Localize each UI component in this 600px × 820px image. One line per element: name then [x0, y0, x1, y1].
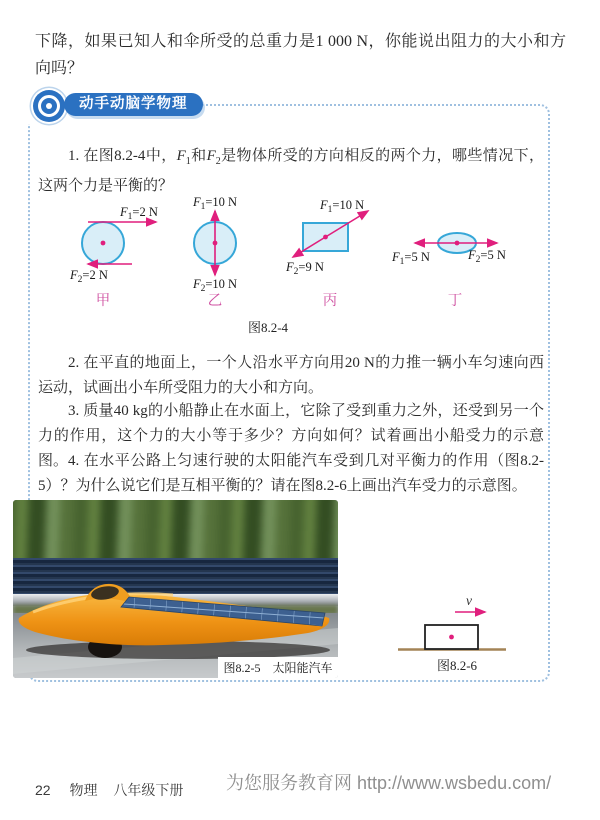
diagram-label-yi: 乙: [207, 293, 223, 309]
force-label-f1: $F_1=2$ N: [120, 205, 158, 222]
solar-car-illustration: [13, 500, 338, 678]
exercise-1-text: 是物体所受的方向相反的两个力，哪些情况下，这两个力是平衡的？: [38, 148, 544, 194]
force-label-f2: $F_2=9$ N: [286, 260, 324, 277]
center-dot: [455, 241, 460, 246]
exercise-2: 2. 在平直的地面上，一个人沿水平方向用20 N的力推一辆小车匀速向西运动，试画出小车所受阻力的大小和方向。: [38, 355, 544, 396]
force-subscript: 2: [215, 156, 221, 167]
watermark-text: 为您服务教育网 http://www.wsbedu.com/: [226, 773, 552, 793]
brain-hands-icon: [33, 90, 65, 122]
exercise-4: 4. 在水平公路上匀速行驶的太阳能汽车受到几对平衡力的作用（图8.2-5）？为什么说它们是互相平衡的？请在图8.2-6上画出汽车受力的示意图。: [38, 453, 544, 494]
solar-car-photo: [13, 500, 338, 678]
figure-8-2-6: [392, 582, 552, 660]
page-number: 22: [35, 782, 51, 798]
exercise-1-text: 和: [190, 148, 207, 164]
force-symbol: F: [176, 148, 186, 164]
diagram-yi: [192, 195, 237, 309]
velocity-label: v: [466, 593, 472, 608]
exercise-3: 3. 质量40 kg的小船静止在水面上，它除了受到重力之外，还受到另一个力的作用，这个力的大小等于多少？方向如何？试着画出小船受力的示意图。: [38, 403, 544, 469]
diagram-ding: [391, 233, 506, 309]
center-dot: [101, 241, 106, 246]
center-dot: [213, 241, 218, 246]
exercise-1-text: 1. 在图8.2-4中，: [68, 148, 177, 164]
diagram-jia: [69, 205, 158, 309]
force-subscript: 1: [185, 156, 191, 167]
footer-book-info: [35, 780, 183, 800]
section-title: 动手动脑学物理: [79, 96, 188, 112]
section-title-pill: [64, 93, 203, 116]
force-label-f2: $F_2=2$ N: [70, 268, 108, 285]
diagram-label-jia: 甲: [95, 293, 111, 309]
force-label-f2: $F_2=10$ N: [192, 277, 238, 294]
diagram-label-bing: 丙: [322, 293, 338, 309]
force-label-f2: $F_2=5$ N: [468, 248, 506, 265]
figure-8-2-4: [48, 195, 518, 310]
force-label-f1: $F_1=10$ N: [192, 195, 238, 212]
volume-label: 八年级下册: [113, 782, 184, 798]
exercise-1: [38, 144, 544, 199]
center-dot: [449, 635, 454, 640]
diagram-bing: [285, 198, 368, 309]
figure-8-2-6-caption: 图8.2-6: [436, 658, 478, 673]
force-label-f1: $F_1=10$ N: [320, 198, 365, 215]
force-label-f1: $F_1=5$ N: [392, 250, 430, 267]
figure-8-2-5-caption: 图8.2-5 太阳能汽车: [218, 657, 338, 678]
intro-paragraph: 下降，如果已知人和伞所受的总重力是1 000 N，你能说出阻力的大小和方向吗？: [35, 33, 566, 77]
figure-8-2-4-caption: 图8.2-4: [247, 320, 289, 335]
center-dot: [323, 235, 328, 240]
force-symbol: F: [206, 148, 216, 164]
diagram-label-ding: 丁: [447, 293, 463, 309]
subject-label: 物理: [69, 782, 98, 798]
